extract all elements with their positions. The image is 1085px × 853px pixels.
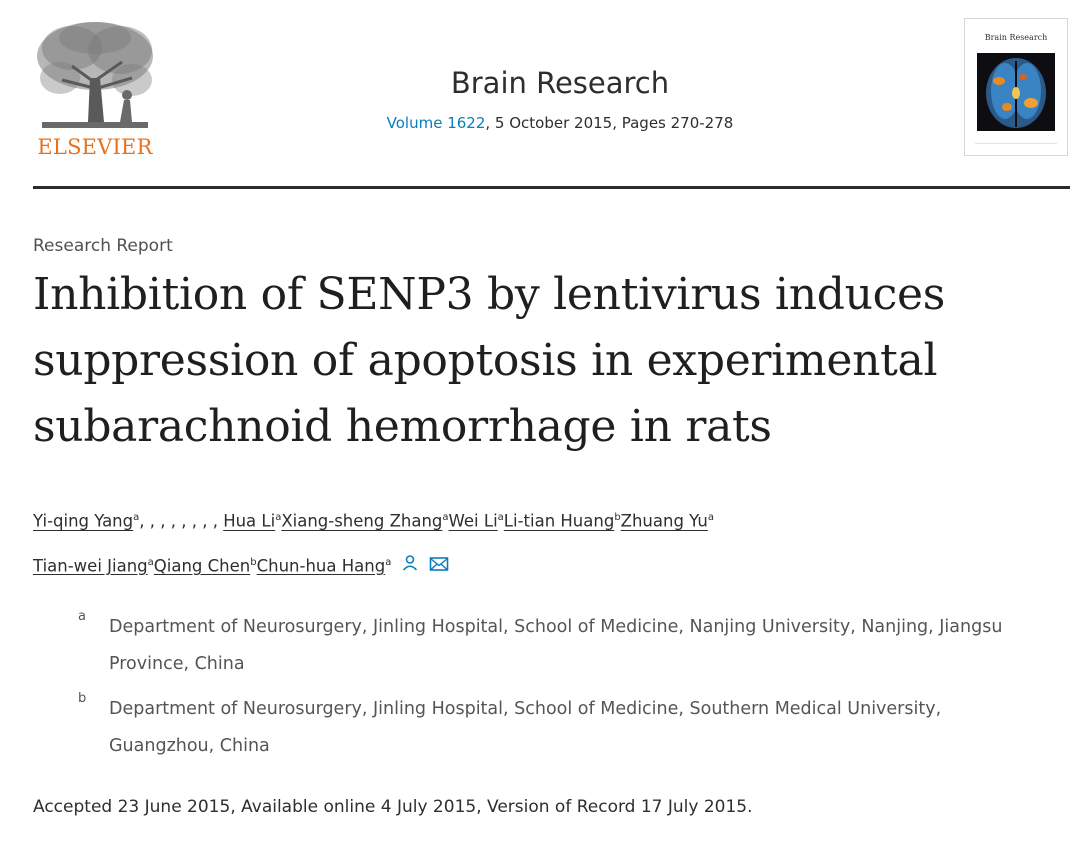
publisher-name: ELSEVIER — [37, 135, 153, 159]
person-icon[interactable] — [401, 546, 419, 587]
author-link[interactable]: Zhuang Yu — [620, 511, 708, 531]
tree-logo-icon — [32, 18, 158, 136]
header-divider — [33, 186, 1070, 189]
issue-details: , 5 October 2015, Pages 270-278 — [485, 114, 734, 132]
cover-title: Brain Research — [984, 33, 1048, 42]
affiliation-text: Department of Neurosurgery, Jinling Hospital, School of Medicine, Southern Medical University, Guangzhou, China — [109, 699, 942, 756]
volume-link[interactable]: Volume 1622 — [386, 114, 486, 132]
affiliation-marker: a — [133, 512, 140, 523]
journal-title[interactable]: Brain Research — [450, 66, 670, 100]
affiliation-marker: a — [497, 512, 504, 523]
affiliation-marker: a — [275, 512, 282, 523]
article-title — [33, 262, 1033, 460]
journal-info — [330, 66, 790, 132]
elsevier-logo[interactable] — [32, 18, 158, 163]
mail-icon[interactable] — [429, 546, 449, 587]
affiliation-label: b — [78, 691, 87, 706]
title-line: Inhibition of SENP3 by lentivirus induces — [33, 269, 946, 320]
affiliation-text: Department of Neurosurgery, Jinling Hospital, School of Medicine, Nanjing University, Nanjing, Jiangsu Province, China — [109, 617, 1003, 674]
affiliation-marker: a — [147, 556, 154, 568]
affiliation-marker: a — [442, 512, 449, 523]
article-type: Research Report — [33, 236, 173, 256]
author-link[interactable]: Tian-wei Jiang — [33, 556, 148, 575]
author-link[interactable]: Li-tian Huang — [503, 511, 615, 531]
author-link[interactable]: Chun-hua Hang — [256, 556, 386, 575]
affiliation-label: a — [78, 609, 86, 624]
affiliation-marker: b — [250, 556, 257, 568]
title-line: subarachnoid hemorrhage in rats — [33, 401, 772, 452]
issue-line — [330, 114, 790, 132]
author-link[interactable]: Yi-qing Yang — [33, 511, 134, 531]
journal-header — [0, 0, 1085, 190]
cover-footer-line — [975, 143, 1057, 148]
affiliation-marker: a — [385, 556, 392, 568]
journal-cover-thumbnail[interactable] — [964, 18, 1068, 156]
affiliation-item — [78, 609, 1048, 683]
title-line: suppression of apoptosis in experimental — [33, 335, 938, 386]
brain-scan-image — [977, 53, 1055, 131]
author-link[interactable]: Xiang-sheng Zhang — [281, 511, 443, 531]
publication-dates: Accepted 23 June 2015, Available online 4 July 2015, Version of Record 17 July 2015. — [33, 797, 753, 817]
author-list — [33, 497, 1063, 587]
affiliation-item — [78, 691, 1048, 765]
affiliation-list — [78, 609, 1048, 773]
affiliation-marker: a — [707, 512, 714, 523]
affiliation-marker: b — [614, 512, 621, 523]
author-link[interactable]: Wei Li — [448, 511, 498, 531]
author-link[interactable]: Qiang Chen — [153, 556, 251, 575]
author-separator: , , , , , , , , — [139, 511, 224, 531]
author-link[interactable]: Hua Li — [223, 511, 276, 531]
